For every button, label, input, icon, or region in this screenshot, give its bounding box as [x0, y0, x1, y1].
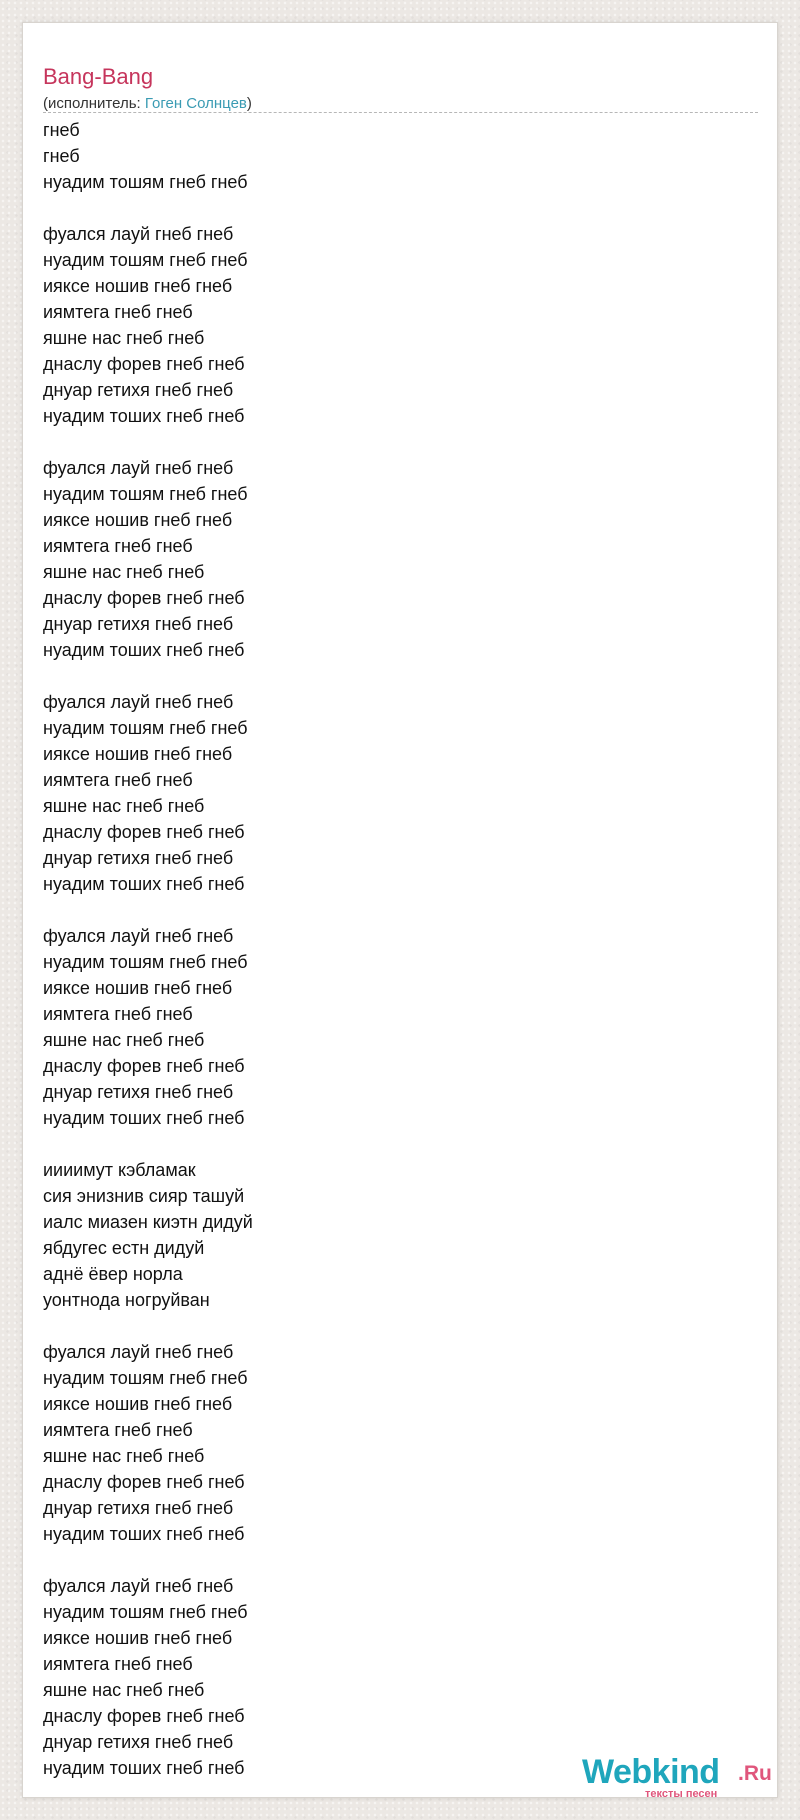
performer-line	[43, 95, 252, 113]
lyric-line: иямтега гнеб гнеб	[43, 1654, 193, 1674]
lyric-line: нуадим тошям гнеб гнеб	[43, 952, 248, 972]
lyric-line: гнеб	[43, 120, 80, 140]
lyric-line: днаслу форев гнеб гнеб	[43, 822, 245, 842]
stanza-gap	[43, 663, 758, 689]
lyric-line: аднё ёвер норла	[43, 1264, 183, 1284]
lyric-line: яшне нас гнеб гнеб	[43, 1446, 205, 1466]
performer-suffix: )	[246, 95, 252, 112]
lyric-line: иямтега гнеб гнеб	[43, 302, 193, 322]
webkind-logo[interactable]	[582, 1752, 772, 1804]
lyric-line: ияксе ношив гнеб гнеб	[43, 1628, 233, 1648]
stanza-gap	[43, 195, 758, 221]
lyric-line: ияксе ношив гнеб гнеб	[43, 978, 233, 998]
lyric-line: днаслу форев гнеб гнеб	[43, 1472, 245, 1492]
lyric-line: днуар гетихя гнеб гнеб	[43, 848, 234, 868]
artist-link[interactable]: Гоген Солнцев	[144, 95, 247, 112]
lyric-line: иииимут кэбламак	[43, 1160, 196, 1180]
logo-tagline: тексты песен	[645, 1788, 718, 1800]
lyric-line: нуадим тоших гнеб гнеб	[43, 406, 245, 426]
lyric-line: яшне нас гнеб гнеб	[43, 1680, 205, 1700]
lyric-line: нуадим тошям гнеб гнеб	[43, 250, 248, 270]
lyric-line: фуался лауй гнеб гнеб	[43, 1342, 234, 1362]
lyric-line: фуался лауй гнеб гнеб	[43, 692, 234, 712]
lyric-line: нуадим тоших гнеб гнеб	[43, 1108, 245, 1128]
lyric-line: яшне нас гнеб гнеб	[43, 796, 205, 816]
lyric-line: уонтнода ногруйван	[43, 1290, 210, 1310]
lyric-line: яшне нас гнеб гнеб	[43, 328, 205, 348]
lyric-line: ябдугес естн дидуй	[43, 1238, 205, 1258]
lyric-line: нуадим тошям гнеб гнеб	[43, 718, 248, 738]
lyric-line: фуался лауй гнеб гнеб	[43, 926, 234, 946]
lyric-line: днаслу форев гнеб гнеб	[43, 1056, 245, 1076]
lyric-line: днаслу форев гнеб гнеб	[43, 1706, 245, 1726]
lyric-line: нуадим тошям гнеб гнеб	[43, 172, 248, 192]
lyric-line: ияксе ношив гнеб гнеб	[43, 1394, 233, 1414]
song-title: Bang-Bang	[43, 64, 154, 89]
lyric-line: нуадим тоших гнеб гнеб	[43, 1758, 245, 1778]
logo-wordmark: Webkind	[582, 1753, 720, 1791]
stanza-gap	[43, 429, 758, 455]
lyric-line: иямтега гнеб гнеб	[43, 536, 193, 556]
lyric-line: иалс миазен киэтн дидуй	[43, 1212, 253, 1232]
lyric-line: фуался лауй гнеб гнеб	[43, 1576, 234, 1596]
lyric-line: гнеб	[43, 146, 80, 166]
lyric-line: нуадим тошям гнеб гнеб	[43, 1368, 248, 1388]
lyric-line: ияксе ношив гнеб гнеб	[43, 744, 233, 764]
lyrics-text	[43, 117, 758, 1781]
lyric-line: днаслу форев гнеб гнеб	[43, 588, 245, 608]
stanza-gap	[43, 1131, 758, 1157]
stanza-gap	[43, 1313, 758, 1339]
lyric-line: днуар гетихя гнеб гнеб	[43, 1498, 234, 1518]
lyric-line: яшне нас гнеб гнеб	[43, 1030, 205, 1050]
lyric-line: нуадим тошям гнеб гнеб	[43, 484, 248, 504]
lyric-line: иямтега гнеб гнеб	[43, 770, 193, 790]
lyric-line: сия энизнив сияр ташуй	[43, 1186, 245, 1206]
lyrics-card	[22, 22, 778, 1798]
stanza-gap	[43, 897, 758, 923]
lyric-line: нуадим тошям гнеб гнеб	[43, 1602, 248, 1622]
stanza-gap	[43, 1547, 758, 1573]
lyric-line: днуар гетихя гнеб гнеб	[43, 1082, 234, 1102]
lyric-line: яшне нас гнеб гнеб	[43, 562, 205, 582]
lyric-line: днаслу форев гнеб гнеб	[43, 354, 245, 374]
lyric-line: днуар гетихя гнеб гнеб	[43, 1732, 234, 1752]
song-header	[43, 43, 758, 113]
lyric-line: нуадим тоших гнеб гнеб	[43, 874, 245, 894]
lyric-line: иямтега гнеб гнеб	[43, 1004, 193, 1024]
lyric-line: фуался лауй гнеб гнеб	[43, 224, 234, 244]
lyric-line: днуар гетихя гнеб гнеб	[43, 380, 234, 400]
lyric-line: ияксе ношив гнеб гнеб	[43, 276, 233, 296]
lyric-line: ияксе ношив гнеб гнеб	[43, 510, 233, 530]
lyric-line: фуался лауй гнеб гнеб	[43, 458, 234, 478]
lyric-line: днуар гетихя гнеб гнеб	[43, 614, 234, 634]
performer-prefix: (исполнитель:	[43, 95, 145, 112]
lyric-line: иямтега гнеб гнеб	[43, 1420, 193, 1440]
lyric-line: нуадим тоших гнеб гнеб	[43, 1524, 245, 1544]
lyric-line: нуадим тоших гнеб гнеб	[43, 640, 245, 660]
logo-domain: .Ru	[738, 1762, 772, 1785]
